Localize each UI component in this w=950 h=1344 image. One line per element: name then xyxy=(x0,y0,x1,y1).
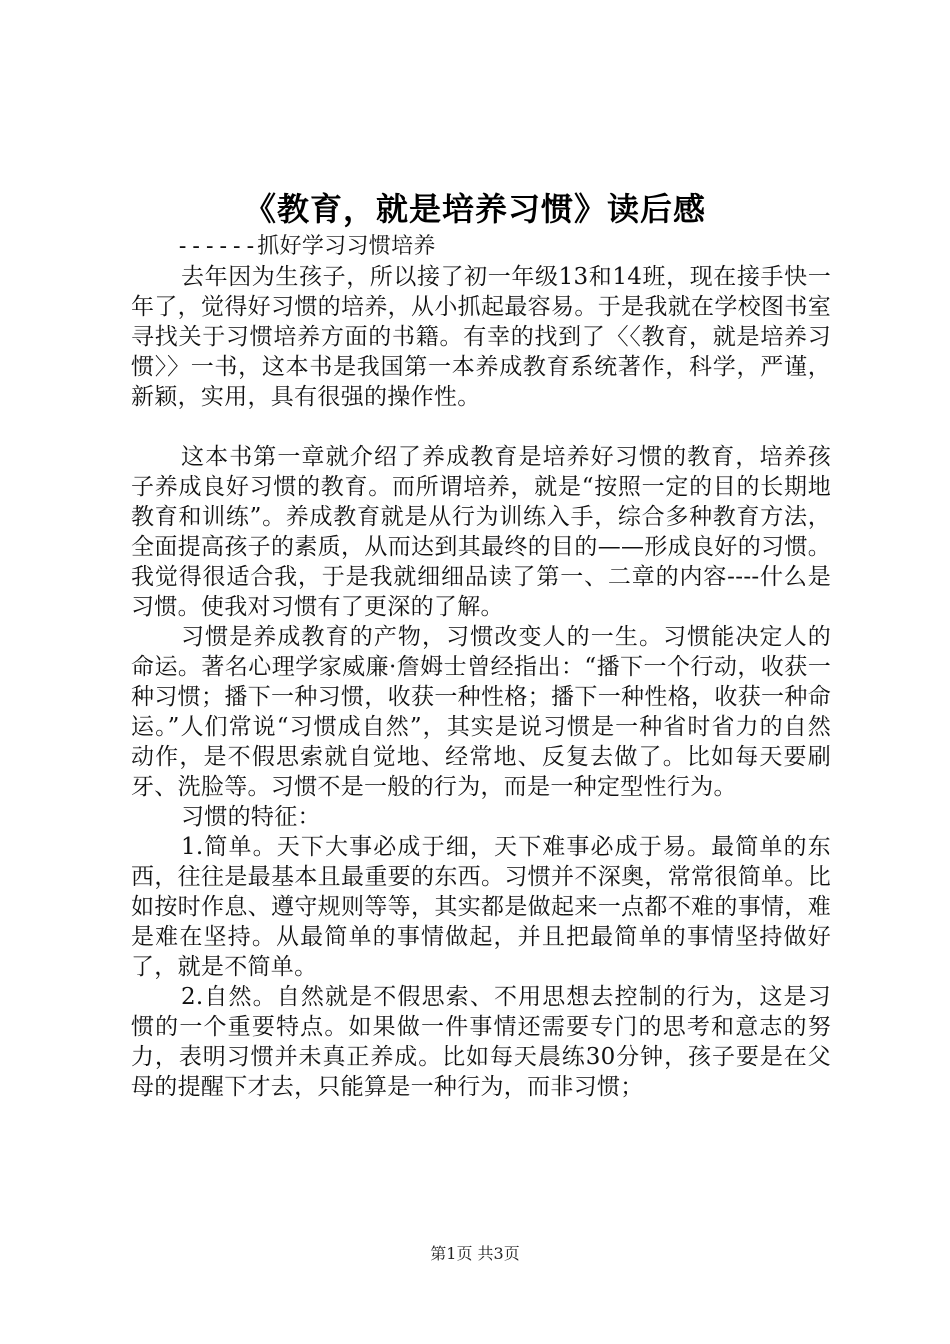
paragraph: 习惯的特征： xyxy=(181,804,321,830)
document-title: 《教育，就是培养习惯》读后感 xyxy=(243,190,706,228)
page-footer: 第1页 共3页 xyxy=(430,1244,520,1263)
paragraph: 2.自然。自然就是不假思索、不用思想去控制的行为，这是习惯的一个重要特点。如果做一件事情还需要专门的思考和意志的努力，表明习惯并未真正养成。比如每天晨练30分钟，孩子要是在父母的提醒下才去，只能算是一种行为，而非习惯； xyxy=(131,984,831,1100)
paragraph: 习惯是养成教育的产物，习惯改变人的一生。习惯能决定人的命运。著名心理学家威廉·詹姆士曾经指出：“播下一个行动，收获一种习惯；播下一种习惯，收获一种性格；播下一种性格，收获一种命运。”人们常说“习惯成自然”，其实是说习惯是一种省时省力的自然动作，是不假思索就自觉地、经常地、反复去做了。比如每天要刷牙、洗脸等。习惯不是一般的行为，而是一种定型性行为。 xyxy=(131,624,831,800)
paragraph: 这本书第一章就介绍了养成教育是培养好习惯的教育，培养孩子养成良好习惯的教育。而所谓培养，就是“按照一定的目的长期地教育和训练”。养成教育就是从行为训练入手，综合多种教育方法，全面提高孩子的素质，从而达到其最终的目的——形成良好的习惯。我觉得很适合我，于是我就细细品读了第一、二章的内容----什么是习惯。使我对习惯有了更深的了解。 xyxy=(131,444,831,620)
document-subtitle: ------抓好学习习惯培养 xyxy=(176,234,436,259)
document-body xyxy=(131,232,831,1102)
paragraph-spacer xyxy=(131,412,831,442)
paragraph: 1.简单。天下大事必成于细，天下难事必成于易。最简单的东西，往往是最基本且最重要的东西。习惯并不深奥，常常很简单。比如按时作息、遵守规则等等，其实都是做起来一点都不难的事情，难是难在坚持。从最简单的事情做起，并且把最简单的事情坚持做好了，就是不简单。 xyxy=(131,834,831,980)
paragraph: 去年因为生孩子，所以接了初一年级13和14班，现在接手快一年了，觉得好习惯的培养，从小抓起最容易。于是我就在学校图书室寻找关于习惯培养方面的书籍。有幸的找到了〈〈教育，就是培养习惯〉〉一书，这本书是我国第一本养成教育系统著作，科学，严谨，新颖，实用，具有很强的操作性。 xyxy=(131,264,831,410)
